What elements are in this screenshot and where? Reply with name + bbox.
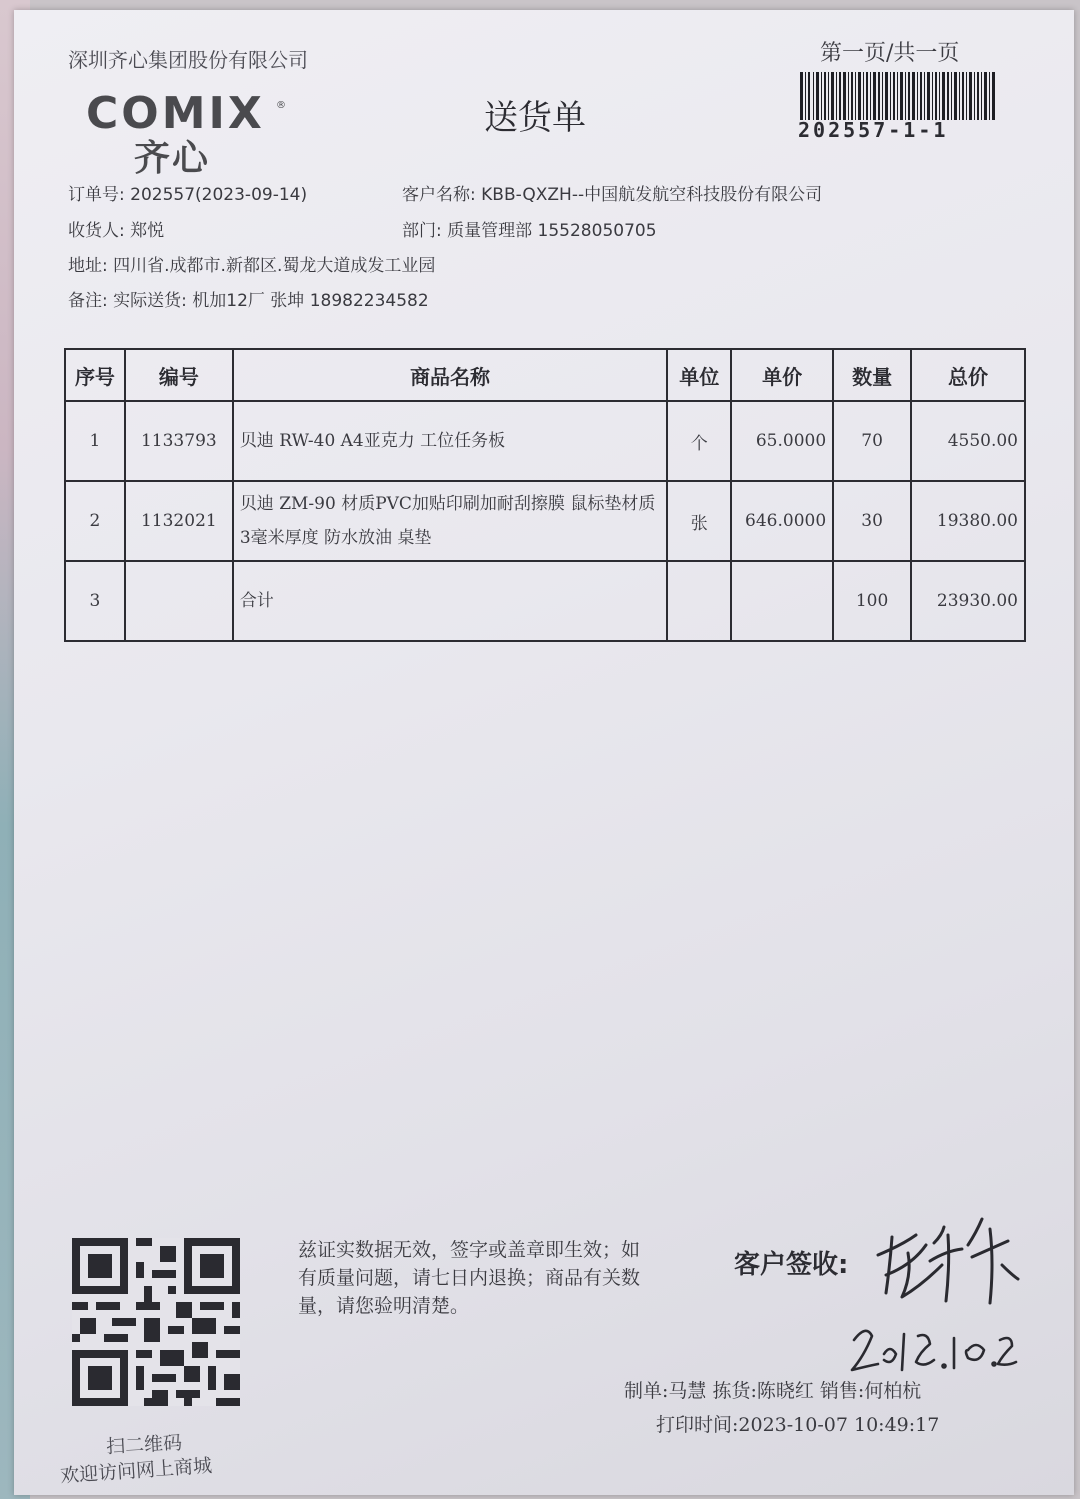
- company-name: 深圳齐心集团股份有限公司: [68, 48, 308, 72]
- cell-unit-price: 65.0000: [731, 401, 833, 481]
- print-time: 打印时间:2023-10-07 10:49:17: [656, 1414, 940, 1436]
- address-label: 地址:: [68, 256, 108, 276]
- header-code: 编号: [125, 349, 233, 401]
- remark: [68, 286, 429, 311]
- cell-quantity: 70: [833, 401, 911, 481]
- customer-label: 客户名称:: [402, 185, 476, 205]
- cell-seq: 1: [65, 401, 125, 481]
- table-row: [65, 401, 1025, 481]
- header-total: 总价: [911, 349, 1025, 401]
- cell-seq: 3: [65, 561, 125, 641]
- customer-value: KBB-QXZH--中国航发航空科技股份有限公司: [481, 185, 823, 205]
- cell-product-name: 贝迪 RW-40 A4亚克力 工位任务板: [233, 401, 668, 481]
- handwritten-signature: [872, 1205, 1022, 1315]
- cell-unit-price: [731, 561, 833, 641]
- receiver-label: 收货人:: [68, 221, 125, 241]
- receiver-value: 郑悦: [130, 221, 165, 241]
- cell-code: 1133793: [125, 401, 233, 481]
- handwritten-signature-date: [844, 1310, 1024, 1380]
- header-unit: 单位: [667, 349, 731, 401]
- order-label: 订单号:: [68, 185, 125, 205]
- cell-total: 4550.00: [911, 401, 1025, 481]
- registered-mark: ®: [276, 100, 286, 111]
- cell-product-name: 合计: [233, 561, 668, 641]
- cell-code: [125, 561, 233, 641]
- comix-logo-chinese: 齐心: [134, 138, 211, 179]
- barcode-number: 202557-1-1: [798, 118, 949, 142]
- cell-quantity: 100: [833, 561, 911, 641]
- delivery-note-paper: [14, 10, 1074, 1495]
- remark-value: 实际送货: 机加12厂 张坤 18982234582: [113, 291, 429, 311]
- table-row-total: [65, 561, 1025, 641]
- cell-seq: 2: [65, 481, 125, 561]
- cell-code: 1132021: [125, 481, 233, 561]
- comix-logo-text: COMIX: [86, 88, 265, 139]
- department: [402, 216, 657, 241]
- staff-info: 制单:马慧 拣货:陈晓红 销售:何柏杭: [624, 1380, 922, 1402]
- header-product-name: 商品名称: [233, 349, 668, 401]
- items-table: [64, 348, 1026, 642]
- receiver: [68, 216, 164, 241]
- page-indicator: 第一页/共一页: [820, 41, 960, 66]
- cell-unit: 张: [667, 481, 731, 561]
- qr-caption-welcome: 欢迎访问网上商城: [59, 1454, 213, 1488]
- customer-name: [402, 180, 822, 205]
- cell-total: 19380.00: [911, 481, 1025, 561]
- header-seq: 序号: [65, 349, 125, 401]
- notice-text: 兹证实数据无效，签字或盖章即生效；如有质量问题，请七日内退换；商品有关数量，请您验明清楚。: [298, 1239, 641, 1317]
- qr-caption-scan: 扫二维码: [105, 1432, 183, 1458]
- cell-unit: 个: [667, 401, 731, 481]
- cell-unit: [667, 561, 731, 641]
- header-quantity: 数量: [833, 349, 911, 401]
- header-unit-price: 单价: [731, 349, 833, 401]
- table-header-row: [65, 349, 1025, 401]
- barcode-image: [800, 72, 996, 120]
- document-title: 送货单: [484, 98, 586, 138]
- order-number: [68, 180, 307, 205]
- address-value: 四川省.成都市.新都区.蜀龙大道成发工业园: [113, 256, 436, 276]
- cell-quantity: 30: [833, 481, 911, 561]
- department-value: 质量管理部 15528050705: [447, 221, 657, 241]
- cell-unit-price: 646.0000: [731, 481, 833, 561]
- qr-code-image[interactable]: [72, 1238, 240, 1406]
- remark-label: 备注:: [68, 291, 108, 311]
- department-label: 部门:: [402, 221, 442, 241]
- table-row: [65, 481, 1025, 561]
- cell-total: 23930.00: [911, 561, 1025, 641]
- cell-product-name: 贝迪 ZM-90 材质PVC加贴印刷加耐刮擦膜 鼠标垫材质 3毫米厚度 防水放油 桌垫: [233, 481, 668, 561]
- address: [68, 251, 435, 276]
- customer-sign-label: 客户签收:: [734, 1250, 849, 1280]
- order-value: 202557(2023-09-14): [130, 185, 308, 205]
